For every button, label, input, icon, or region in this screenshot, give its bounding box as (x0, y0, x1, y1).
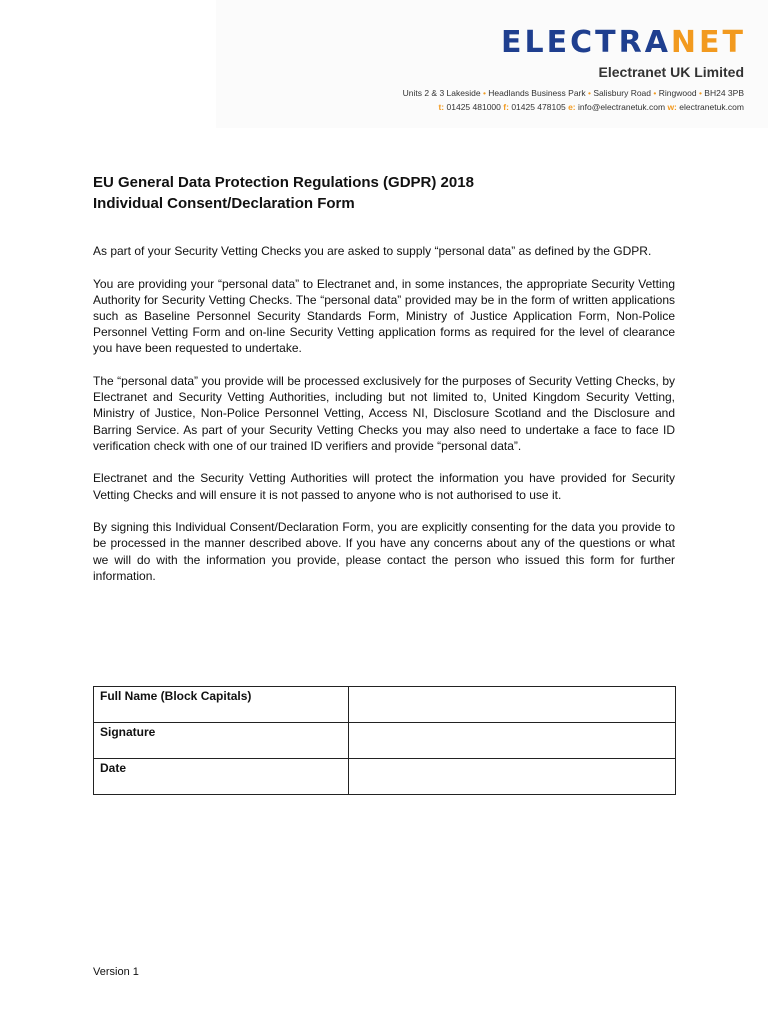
email-label: e: (568, 102, 576, 112)
separator: • (588, 88, 591, 98)
version-footer: Version 1 (93, 966, 139, 978)
company-logo (501, 25, 746, 60)
web-label: w: (667, 102, 677, 112)
logo-primary: ELECTRA (501, 25, 671, 60)
table-row (94, 687, 676, 723)
paragraph: As part of your Security Vetting Checks you are asked to supply “personal data” as defined by the GDPR. (93, 244, 652, 258)
address-part: Units 2 & 3 Lakeside (402, 88, 481, 98)
letterhead (216, 0, 768, 128)
separator: • (698, 88, 702, 98)
logo-accent: NET (670, 25, 746, 60)
title-line-1: EU General Data Protection Regulations (GDPR) 2018 (93, 174, 474, 191)
address-part: Ringwood (658, 88, 697, 98)
table-row (94, 723, 676, 759)
fax-number: 01425 478105 (511, 102, 566, 112)
full-name-label: Full Name (Block Capitals) (94, 687, 349, 723)
separator: • (482, 88, 486, 98)
address-part: Salisbury Road (593, 88, 652, 98)
signature-field[interactable] (349, 723, 676, 759)
fax-label: f: (503, 102, 509, 112)
signature-label: Signature (94, 723, 349, 759)
address-part: BH24 3PB (704, 88, 744, 98)
table-row (94, 759, 676, 795)
date-field[interactable] (349, 759, 676, 795)
full-name-field[interactable] (349, 687, 676, 723)
phone-number: 01425 481000 (446, 102, 501, 112)
website: electranetuk.com (679, 102, 744, 112)
company-name: Electranet UK Limited (598, 64, 744, 80)
paragraph: You are providing your “personal data” to Electranet and, in some instances, the appropriate Security Vetting Authority for Security Vetting Checks. The “personal data” provided may be in the form of written applications such as Baseline Personnel Security Standards Form, Ministry of Justice Application Form, Non-Police Personnel Vetting Form and on-line Security Vetting application forms as required for the level of clearance you have been requested to undertake. (93, 276, 675, 356)
document-title (93, 172, 474, 214)
company-address (403, 86, 744, 114)
email-address: info@electranetuk.com (578, 102, 666, 112)
paragraph: Electranet and the Security Vetting Authorities will protect the information you have provided for Security Vetting Checks and will ensure it is not passed to anyone who is not authorised to use it. (93, 471, 675, 502)
contact-line (403, 100, 744, 114)
separator: • (653, 88, 657, 98)
date-label: Date (94, 759, 349, 795)
paragraph: By signing this Individual Consent/Declaration Form, you are explicitly consenting for the data you provide to be processed in the manner described above. If you have any concerns about any of the questions or what we will do with the information you provide, please contact the person who issued this form for further information. (93, 520, 675, 583)
paragraph: The “personal data” you provide will be processed exclusively for the purposes of Security Vetting Checks, by Electranet and Security Vetting Authorities, including but not limited to, United Kingdom Security Vetting, Ministry of Justice, Non-Police Personnel Vetting, Access NI, Disclosure Scotland and the Disclosure and Barring Service. As part of your Security Vetting Checks you may also need to undertake a face to face ID verification check with one of our trained ID verifiers and provide “personal data”. (93, 374, 675, 453)
address-part: Headlands Business Park (488, 88, 586, 98)
phone-label: t: (438, 102, 445, 112)
title-line-2: Individual Consent/Declaration Form (93, 195, 355, 212)
declaration-form-table (93, 686, 676, 795)
address-line (403, 86, 744, 100)
document-body (93, 243, 675, 600)
